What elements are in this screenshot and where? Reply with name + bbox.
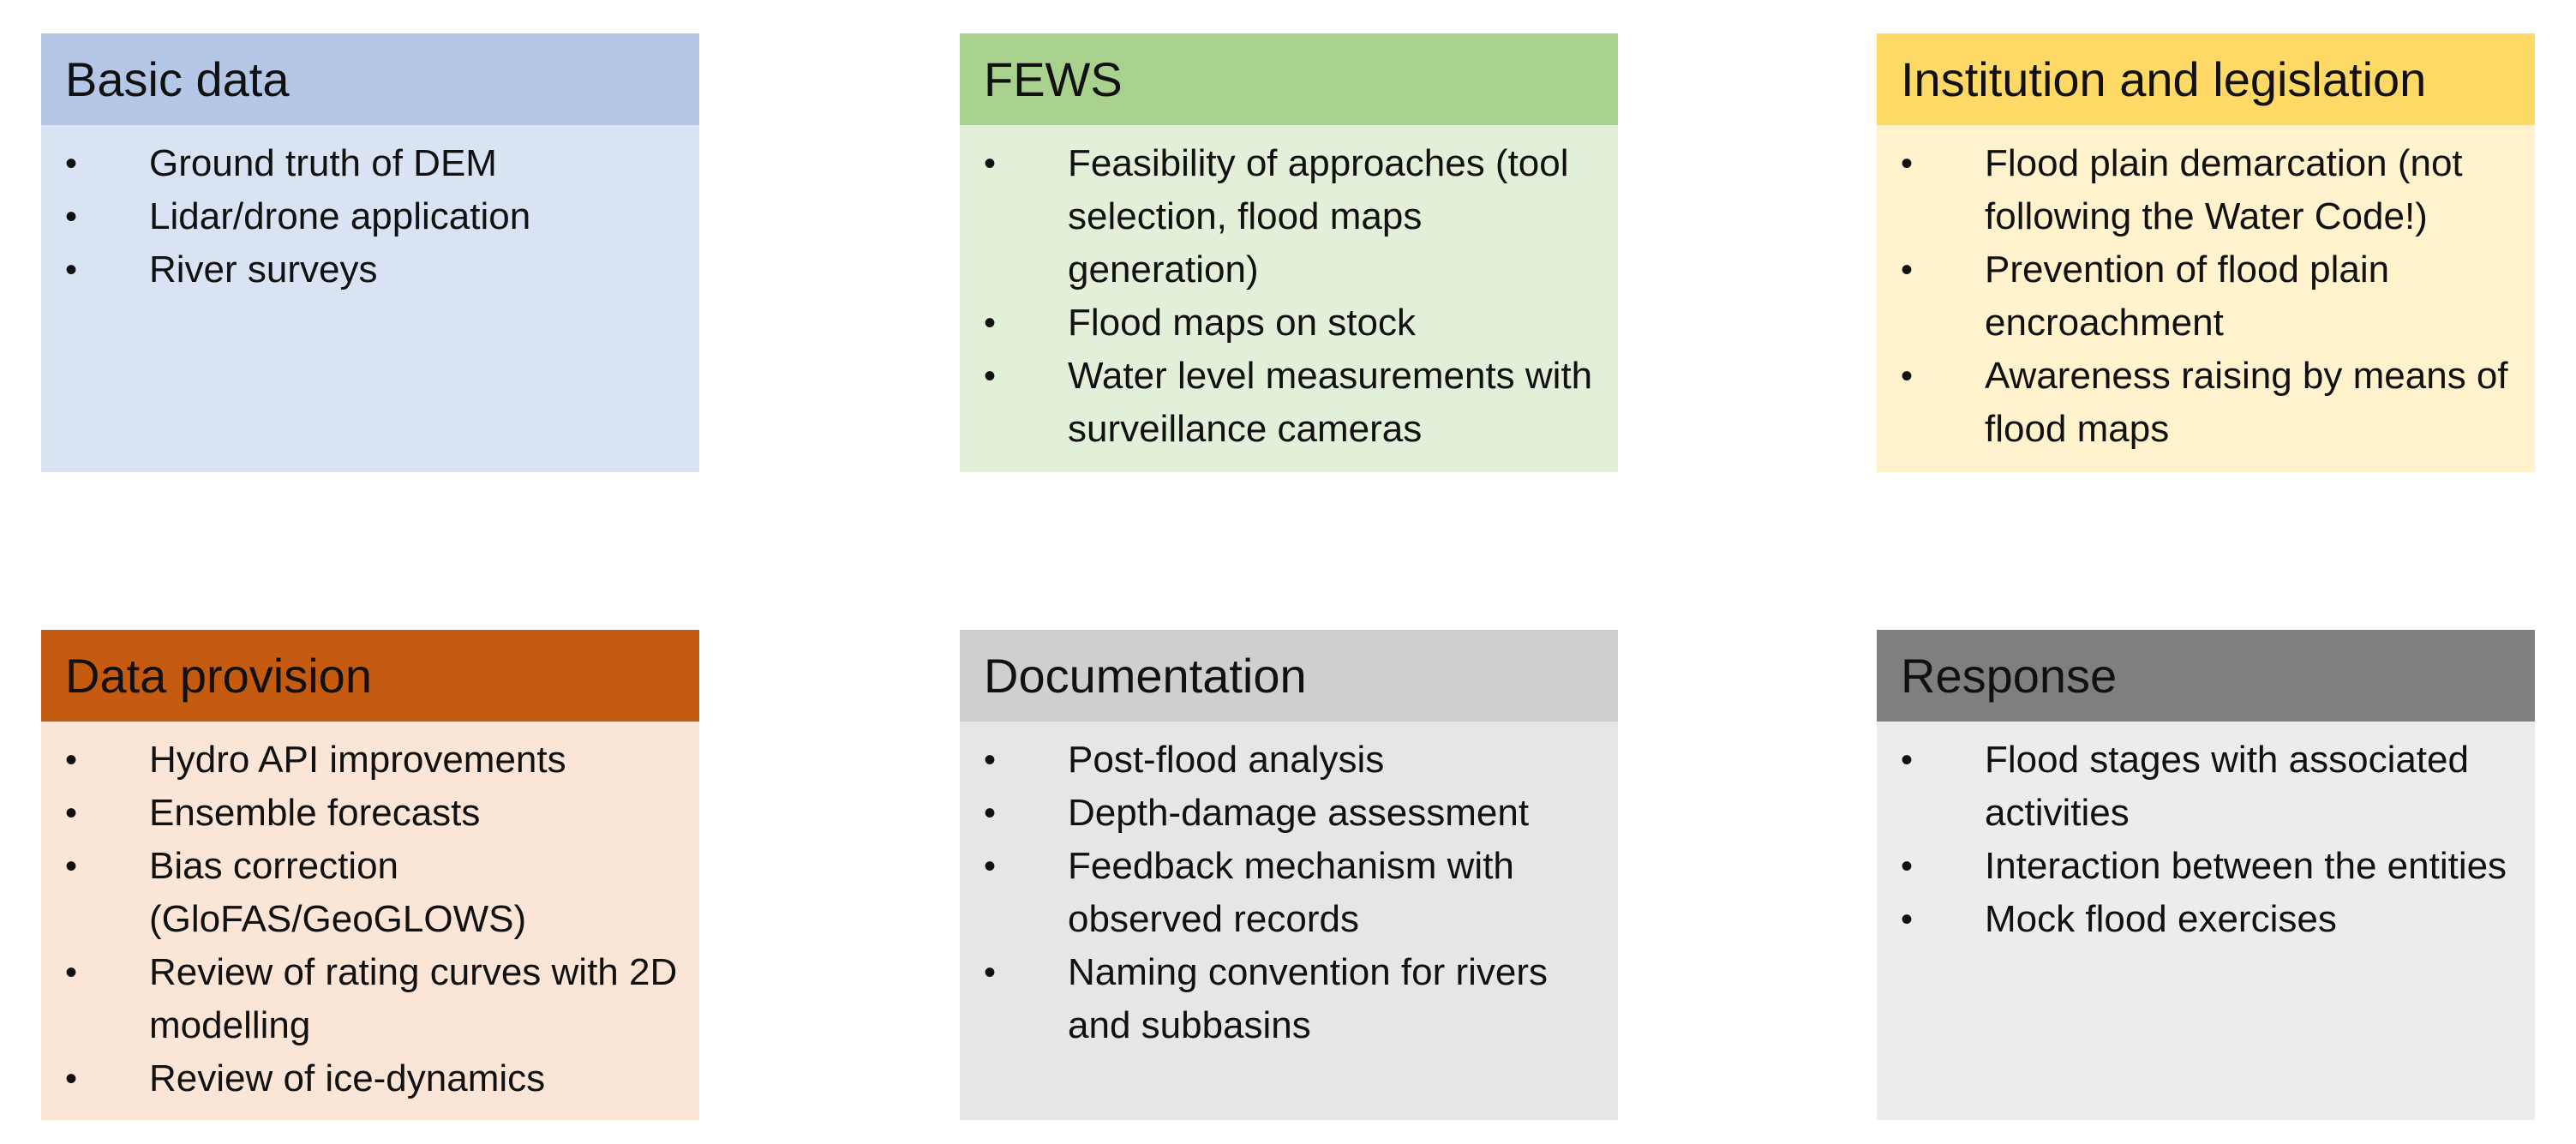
bullet-icon: •: [1901, 251, 1914, 289]
card-body: [960, 722, 1618, 1120]
list-item: • Flood maps on stock: [975, 296, 1601, 350]
card-title: Data provision: [41, 630, 699, 722]
card-body: [1877, 125, 2535, 472]
bullet-icon: •: [1901, 357, 1914, 395]
list-item: • Prevention of flood plain encroachment: [1892, 243, 2518, 350]
list-item: • Awareness raising by means of flood maps: [1892, 350, 2518, 456]
bullet-icon: •: [984, 741, 997, 779]
bullet-icon: •: [984, 357, 997, 395]
card-fews: [960, 33, 1618, 472]
card-body: [960, 125, 1618, 472]
list-item: • Ensemble forecasts: [57, 787, 682, 840]
list-item: • Feasibility of approaches (tool selection, flood maps generation): [975, 137, 1601, 296]
bullet-icon: •: [984, 145, 997, 183]
bullet-icon: •: [65, 848, 78, 885]
list-item: • River surveys: [57, 243, 682, 296]
card-response: [1877, 630, 2535, 1120]
card-title: FEWS: [960, 33, 1618, 125]
list-item: • Mock flood exercises: [1892, 893, 2518, 946]
card-title: Institution and legislation: [1877, 33, 2535, 125]
bullet-icon: •: [984, 954, 997, 991]
card-title: Response: [1877, 630, 2535, 722]
list-item: • Interaction between the entities: [1892, 840, 2518, 893]
bullet-list: [975, 734, 1601, 1052]
card-body: [41, 722, 699, 1120]
bullet-icon: •: [65, 794, 78, 832]
bullet-icon: •: [1901, 848, 1914, 885]
bullet-icon: •: [1901, 741, 1914, 779]
card-documentation: [960, 630, 1618, 1120]
list-item: • Water level measurements with surveillance cameras: [975, 350, 1601, 456]
bullet-icon: •: [65, 1060, 78, 1098]
list-item: • Lidar/drone application: [57, 190, 682, 243]
card-title: Basic data: [41, 33, 699, 125]
list-item: • Ground truth of DEM: [57, 137, 682, 190]
bullet-icon: •: [1901, 901, 1914, 938]
list-item: • Review of rating curves with 2D modelling: [57, 946, 682, 1052]
list-item: • Bias correction (GloFAS/GeoGLOWS): [57, 840, 682, 946]
list-item: • Review of ice-dynamics: [57, 1052, 682, 1105]
bullet-list: [57, 734, 682, 1105]
bullet-icon: •: [65, 198, 78, 236]
bullet-icon: •: [65, 251, 78, 289]
bullet-icon: •: [1901, 145, 1914, 183]
bullet-list: [57, 137, 682, 296]
card-title: Documentation: [960, 630, 1618, 722]
card-body: [41, 125, 699, 472]
card-institution-legislation: [1877, 33, 2535, 472]
bullet-list: [975, 137, 1601, 456]
list-item: • Depth-damage assessment: [975, 787, 1601, 840]
bullet-icon: •: [984, 304, 997, 342]
bullet-icon: •: [65, 145, 78, 183]
bullet-list: [1892, 734, 2518, 946]
card-basic-data: [41, 33, 699, 472]
list-item: • Flood stages with associated activities: [1892, 734, 2518, 840]
card-data-provision: [41, 630, 699, 1120]
bullet-icon: •: [65, 954, 78, 991]
bullet-icon: •: [984, 794, 997, 832]
bullet-icon: •: [65, 741, 78, 779]
list-item: • Naming convention for rivers and subbasins: [975, 946, 1601, 1052]
list-item: • Hydro API improvements: [57, 734, 682, 787]
list-item: • Flood plain demarcation (not following the Water Code!): [1892, 137, 2518, 243]
card-body: [1877, 722, 2535, 1120]
bullet-list: [1892, 137, 2518, 456]
bullet-icon: •: [984, 848, 997, 885]
list-item: • Feedback mechanism with observed records: [975, 840, 1601, 946]
list-item: • Post-flood analysis: [975, 734, 1601, 787]
